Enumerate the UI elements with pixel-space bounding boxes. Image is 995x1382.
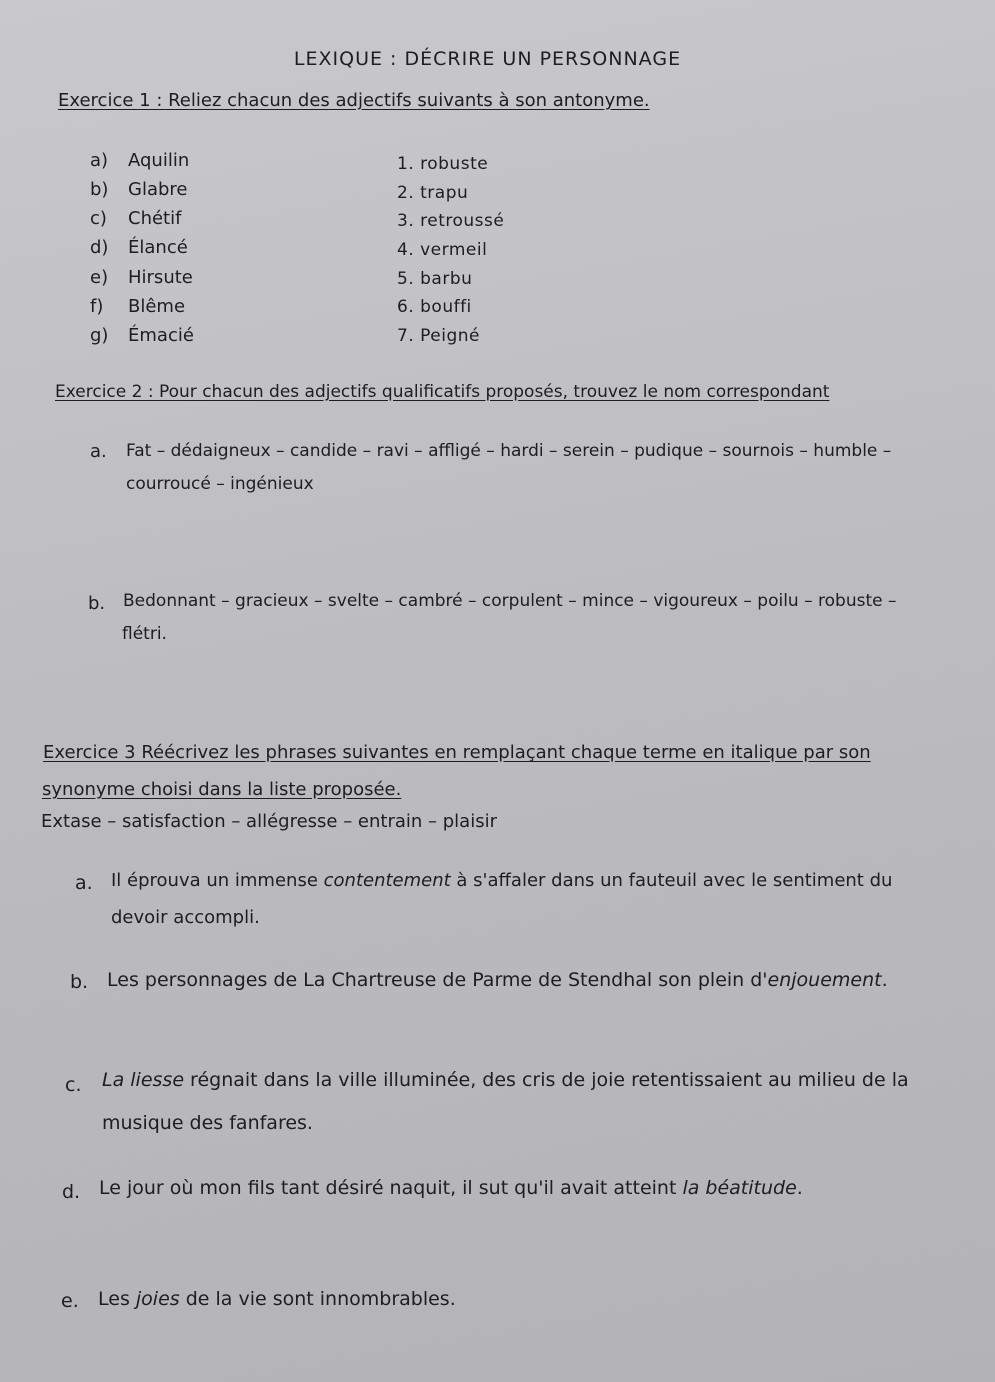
ex3-d-label: d. <box>62 1181 81 1203</box>
ex3-b-label: b. <box>70 971 89 993</box>
antonym-item: 3. retroussé <box>397 211 505 231</box>
adjective-item <box>90 267 193 288</box>
adjective-label: f) <box>90 296 104 317</box>
ex3-c-italic: La liesse <box>102 1069 185 1091</box>
ex3-d-post: . <box>796 1177 803 1199</box>
adjective-item <box>90 325 194 346</box>
adjective-label: b) <box>90 179 109 200</box>
exercise-1-heading: Exercice 1 : Reliez chacun des adjectifs suivants à son antonyme. <box>58 90 650 111</box>
adjective-word: Hirsute <box>128 267 193 288</box>
ex3-e-line1 <box>98 1288 456 1310</box>
ex3-a-line2: devoir accompli. <box>111 907 260 928</box>
antonym-item: 7. Peigné <box>397 326 480 346</box>
ex3-c-label: c. <box>65 1074 82 1096</box>
ex3-b-line1 <box>107 969 888 991</box>
antonym-item: 6. bouffi <box>397 297 472 317</box>
ex3-d-pre: Le jour où mon fils tant désiré naquit, il sut qu'il avait atteint <box>99 1177 683 1199</box>
ex3-d-line1 <box>99 1177 803 1199</box>
adjective-word: Émacié <box>128 325 194 346</box>
ex2-a-label: a. <box>90 441 107 462</box>
ex3-e-label: e. <box>61 1290 79 1312</box>
ex3-c-post: régnait dans la ville illuminée, des cris de joie retentissaient au milieu de la <box>184 1069 909 1091</box>
adjective-item <box>90 150 189 171</box>
adjective-word: Chétif <box>128 208 182 229</box>
ex3-b-post: . <box>881 969 888 991</box>
ex2-b-line2: flétri. <box>122 624 167 644</box>
adjective-item <box>90 208 181 229</box>
adjective-word: Aquilin <box>128 150 190 171</box>
ex3-a-line1 <box>111 870 892 891</box>
exercise-3-heading-line2: synonyme choisi dans la liste proposée. <box>42 779 402 800</box>
antonym-item: 2. trapu <box>397 183 469 203</box>
adjective-word: Élancé <box>128 237 188 258</box>
ex3-e-italic: joies <box>135 1288 180 1310</box>
adjective-label: d) <box>90 237 109 258</box>
ex3-a-pre: Il éprouva un immense <box>111 870 324 891</box>
antonym-item: 1. robuste <box>397 154 489 174</box>
ex3-b-pre: Les personnages de La Chartreuse de Parme de Stendhal son plein d' <box>107 969 768 991</box>
adjective-item <box>90 237 188 258</box>
ex3-a-post: à s'affaler dans un fauteuil avec le sentiment du <box>450 870 893 891</box>
adjective-item <box>90 296 185 317</box>
adjective-label: e) <box>90 267 109 288</box>
page-title: LEXIQUE : DÉCRIRE UN PERSONNAGE <box>293 48 682 70</box>
ex3-b-italic: enjouement <box>767 969 882 991</box>
antonym-item: 5. barbu <box>397 269 473 289</box>
exercise-3-heading-line1: Exercice 3 Réécrivez les phrases suivantes en remplaçant chaque terme en italique par son <box>43 742 871 763</box>
exercise-2-heading: Exercice 2 : Pour chacun des adjectifs qualificatifs proposés, trouvez le nom correspondant <box>55 382 830 402</box>
antonym-item: 4. vermeil <box>397 240 488 260</box>
ex3-d-italic: la béatitude <box>682 1177 797 1199</box>
ex2-b-line1: Bedonnant – gracieux – svelte – cambré – corpulent – mince – vigoureux – poilu – robuste – <box>123 591 897 611</box>
ex3-e-pre: Les <box>98 1288 136 1310</box>
adjective-word: Blême <box>128 296 186 317</box>
adjective-item <box>90 179 187 200</box>
ex2-a-line1: Fat – dédaigneux – candide – ravi – affligé – hardi – serein – pudique – sournois – humble – <box>126 441 892 461</box>
adjective-label: c) <box>90 208 107 229</box>
ex3-c-line1 <box>102 1069 909 1091</box>
ex3-c-line2: musique des fanfares. <box>102 1112 313 1134</box>
ex3-a-label: a. <box>75 872 93 894</box>
ex2-a-line2: courroucé – ingénieux <box>126 474 314 494</box>
adjective-label: a) <box>90 150 109 171</box>
ex3-e-post: de la vie sont innombrables. <box>179 1288 456 1310</box>
adjective-word: Glabre <box>128 179 188 200</box>
ex3-a-italic: contentement <box>323 870 451 891</box>
ex2-b-label: b. <box>88 593 106 614</box>
synonym-word-list: Extase – satisfaction – allégresse – entrain – plaisir <box>41 811 497 832</box>
adjective-label: g) <box>90 325 109 346</box>
